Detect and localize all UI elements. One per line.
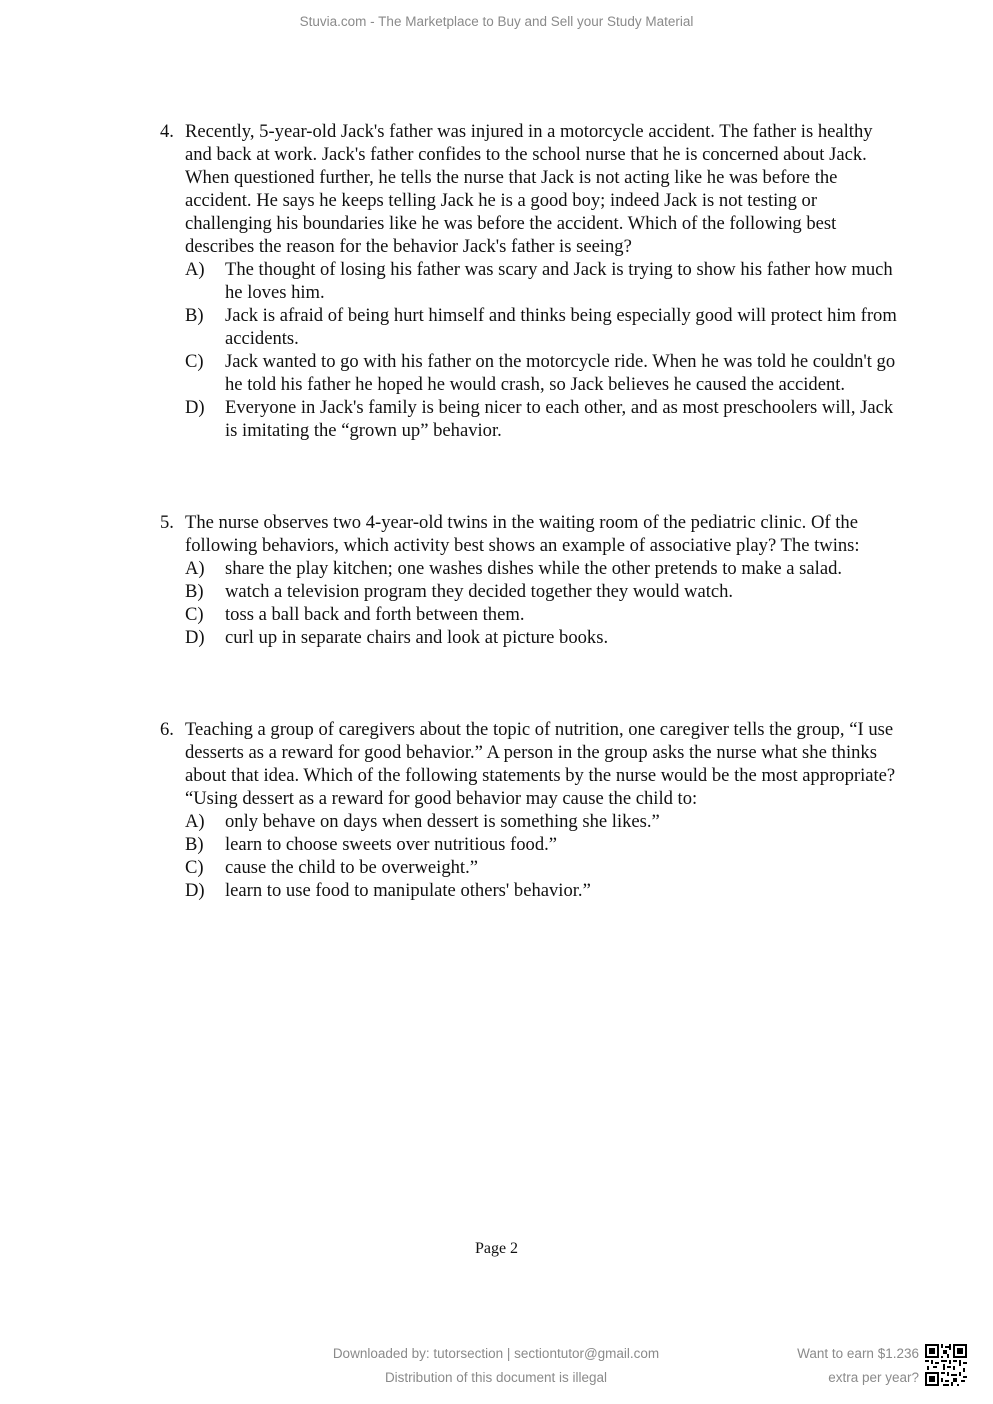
option-text: Jack is afraid of being hurt himself and thinks being especially good will protect him from accidents. [225, 305, 897, 349]
answer-option-a [160, 810, 900, 833]
question-6 [160, 718, 900, 902]
header-banner[interactable]: Stuvia.com - The Marketplace to Buy and Sell your Study Material [299, 14, 694, 29]
option-text: learn to use food to manipulate others' behavior.” [225, 880, 591, 901]
answer-option-c [160, 350, 900, 396]
answer-option-d [160, 626, 900, 649]
option-letter: A) [185, 259, 205, 280]
question-stem [160, 120, 900, 258]
option-text: Everyone in Jack's family is being nicer to each other, and as most preschoolers will, Jack is imitating the “grown up” behavior. [225, 397, 894, 441]
option-letter: C) [185, 857, 204, 878]
footer-distribution-notice: Distribution of this document is illegal [384, 1370, 608, 1385]
option-letter: D) [185, 880, 205, 901]
question-stem [160, 718, 900, 810]
option-letter: C) [185, 604, 204, 625]
answer-option-c [160, 856, 900, 879]
question-4 [160, 120, 900, 442]
option-text: only behave on days when dessert is something she likes.” [225, 811, 660, 832]
promo-link-line2[interactable]: extra per year? [828, 1370, 919, 1385]
option-text: curl up in separate chairs and look at picture books. [225, 627, 609, 648]
question-5 [160, 511, 900, 649]
answer-option-b [160, 833, 900, 856]
option-letter: A) [185, 811, 205, 832]
answer-option-a [160, 258, 900, 304]
promo-link-line1[interactable]: Want to earn $1.236 [797, 1346, 919, 1361]
answer-option-d [160, 396, 900, 442]
page-number: Page 2 [474, 1240, 519, 1257]
option-text: cause the child to be overweight.” [225, 857, 478, 878]
answer-options [160, 557, 900, 649]
qr-code-icon[interactable] [925, 1344, 967, 1386]
option-text: Jack wanted to go with his father on the motorcycle ride. When he was told he couldn't go he told his father he hoped he would crash, so Jack believes he caused the accident. [225, 351, 896, 395]
question-text: Recently, 5-year-old Jack's father was injured in a motorcycle accident. The father is healthy and back at work. Jack's father confides to the school nurse that he is concerned about Jack. When questioned further, he tells the nurse that Jack is not acting like he was before the accident. He says he keeps telling Jack he is a good boy; indeed Jack is not testing or challenging his boundaries like he was before the accident. Which of the following best describes the reason for the behavior Jack's father is seeing? [185, 121, 873, 257]
option-text: learn to choose sweets over nutritious food.” [225, 834, 558, 855]
option-letter: A) [185, 558, 205, 579]
answer-options [160, 258, 900, 442]
option-text: share the play kitchen; one washes dishes while the other pretends to make a salad. [225, 558, 843, 579]
option-text: watch a television program they decided together they would watch. [225, 581, 734, 602]
question-stem [160, 511, 900, 557]
footer-downloaded-by: Downloaded by: tutorsection | sectiontutor@gmail.com [332, 1346, 660, 1361]
option-letter: B) [185, 581, 204, 602]
question-number: 4. [160, 121, 174, 142]
option-text: The thought of losing his father was scary and Jack is trying to show his father how much he loves him. [225, 259, 893, 303]
option-text: toss a ball back and forth between them. [225, 604, 525, 625]
question-text: Teaching a group of caregivers about the topic of nutrition, one caregiver tells the group, “I use desserts as a reward for good behavior.” A person in the group asks the nurse what she thinks about that idea. Which of the following statements by the nurse would be the most appropriate? “Using dessert as a reward for good behavior may cause the child to: [185, 719, 896, 809]
question-number: 6. [160, 719, 174, 740]
answer-option-c [160, 603, 900, 626]
answer-option-b [160, 304, 900, 350]
option-letter: C) [185, 351, 204, 372]
option-letter: B) [185, 834, 204, 855]
answer-options [160, 810, 900, 902]
question-number: 5. [160, 512, 174, 533]
answer-option-b [160, 580, 900, 603]
option-letter: B) [185, 305, 204, 326]
option-letter: D) [185, 397, 205, 418]
answer-option-d [160, 879, 900, 902]
option-letter: D) [185, 627, 205, 648]
answer-option-a [160, 557, 900, 580]
question-text: The nurse observes two 4-year-old twins in the waiting room of the pediatric clinic. Of the following behaviors, which activity best shows an example of associative play? The twins: [185, 512, 860, 556]
